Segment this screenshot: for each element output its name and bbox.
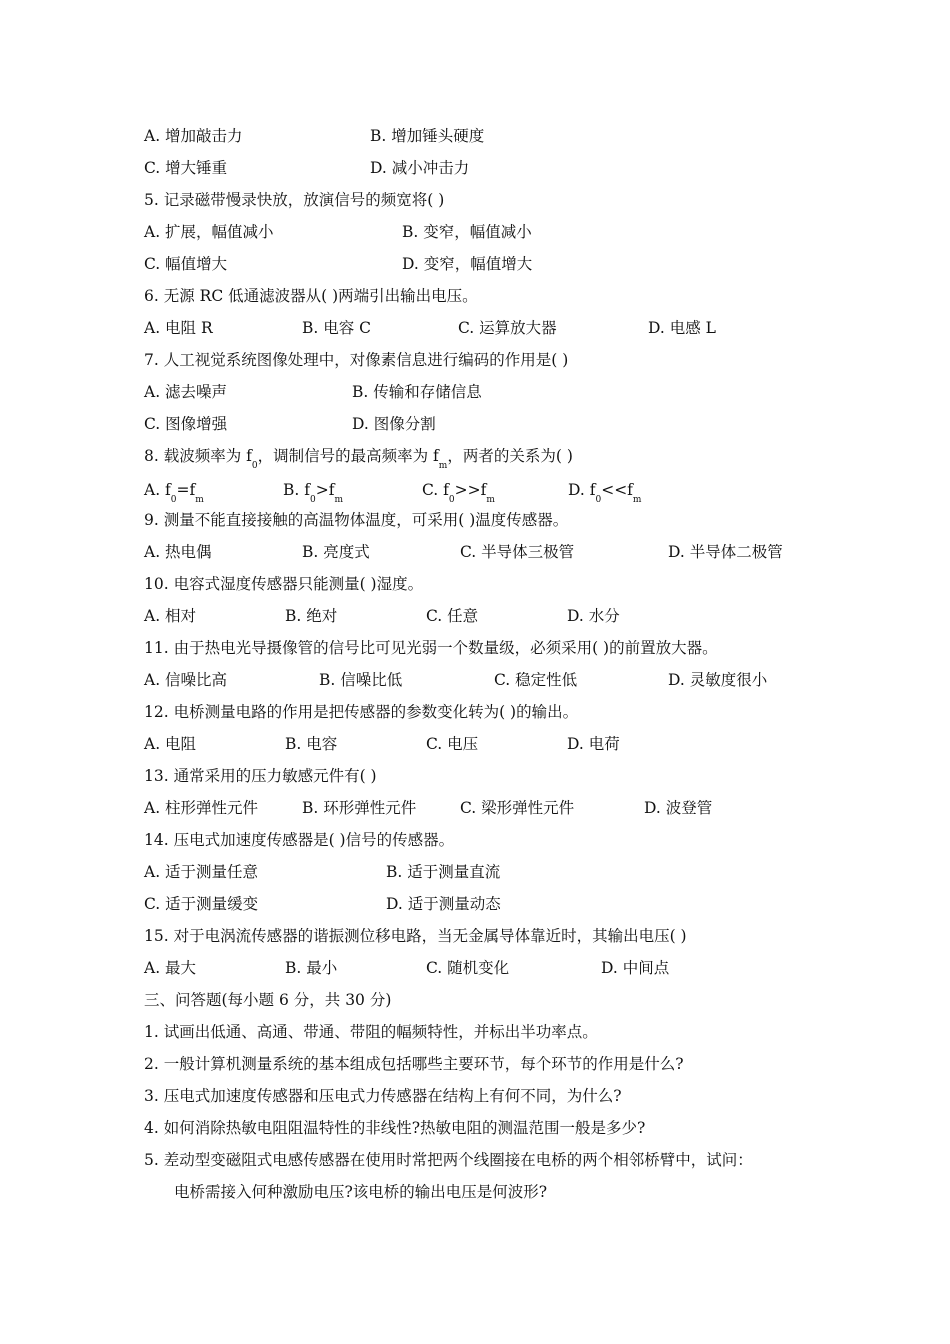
option-a: A. 增加敲击力 <box>144 127 243 145</box>
option-c: C. 稳定性低 <box>494 671 578 689</box>
essay-question-3: 3. 压电式加速度传感器和压电式力传感器在结构上有何不同，为什么? <box>144 1087 622 1105</box>
option-c: C. 电压 <box>426 735 479 753</box>
option-c: C. 幅值增大 <box>144 255 228 273</box>
option-a: A. 相对 <box>144 607 197 625</box>
option-a: A. 滤去噪声 <box>144 383 228 401</box>
question-9: 9. 测量不能直接接触的高温物体温度，可采用( )温度传感器。 <box>144 511 569 529</box>
question-11: 11. 由于热电光导摄像管的信号比可见光弱一个数量级，必须采用( )的前置放大器。 <box>144 639 718 657</box>
option-b: B. 传输和存储信息 <box>352 383 482 401</box>
option-d: D. 半导体二极管 <box>668 543 783 561</box>
option-a: A. 信噪比高 <box>144 671 228 689</box>
option-d: D. 适于测量动态 <box>386 895 501 913</box>
option-d: D. 波登管 <box>644 799 713 817</box>
option-a: A. 电阻 <box>144 735 197 753</box>
option-d: D. 减小冲击力 <box>370 159 470 177</box>
option-d: D. 图像分割 <box>352 415 436 433</box>
option-c: C. 适于测量缓变 <box>144 895 259 913</box>
option-d: D. $f_0<<f_m$ <box>568 481 642 505</box>
option-a: A. 适于测量任意 <box>144 863 259 881</box>
option-d: D. 电感 L <box>648 319 716 337</box>
option-b: B. 增加锤头硬度 <box>370 127 485 145</box>
option-b: B. $f_0>f_m$ <box>283 481 343 505</box>
subscript-0: 0 <box>251 461 258 471</box>
essay-question-4: 4. 如何消除热敏电阻阻温特性的非线性?热敏电阻的测温范围一般是多少? <box>144 1119 646 1137</box>
option-a: A. 扩展，幅值减小 <box>144 223 274 241</box>
question-13: 13. 通常采用的压力敏感元件有( ) <box>144 767 377 785</box>
essay-question-1: 1. 试画出低通、高通、带通、带阻的幅频特性，并标出半功率点。 <box>144 1023 598 1041</box>
subscript-m: m <box>438 461 448 471</box>
option-d: D. 电荷 <box>567 735 620 753</box>
question-8-text-b: ，调制信号的最高频率为 f <box>257 447 439 465</box>
essay-question-2: 2. 一般计算机测量系统的基本组成包括哪些主要环节，每个环节的作用是什么? <box>144 1055 684 1073</box>
question-10: 10. 电容式湿度传感器只能测量( )湿度。 <box>144 575 424 593</box>
question-8 <box>144 446 573 469</box>
option-d: D. 水分 <box>567 607 620 625</box>
option-b: B. 适于测量直流 <box>386 863 501 881</box>
question-15: 15. 对于电涡流传感器的谐振测位移电路，当无金属导体靠近时，其输出电压( ) <box>144 927 687 945</box>
option-b: B. 绝对 <box>285 607 338 625</box>
option-d: D. 灵敏度很小 <box>668 671 768 689</box>
question-14: 14. 压电式加速度传感器是( )信号的传感器。 <box>144 831 455 849</box>
option-c: C. 图像增强 <box>144 415 228 433</box>
option-b: B. 亮度式 <box>302 543 370 561</box>
option-a: A. $f_0=f_m$ <box>144 481 204 505</box>
option-c: C. 半导体三极管 <box>460 543 575 561</box>
option-b: B. 电容 <box>285 735 338 753</box>
option-b: B. 变窄，幅值减小 <box>402 223 532 241</box>
question-8-text-c: ，两者的关系为( ) <box>447 447 573 465</box>
option-b: B. 电容 C <box>302 319 372 337</box>
question-5: 5. 记录磁带慢录快放，放演信号的频宽将( ) <box>144 191 445 209</box>
option-c: C. 运算放大器 <box>458 319 557 337</box>
option-c: C. 梁形弹性元件 <box>460 799 575 817</box>
option-c: C. $f_0>>f_m$ <box>422 481 495 505</box>
option-a: A. 电阻 R <box>144 319 213 337</box>
option-a: A. 热电偶 <box>144 543 212 561</box>
question-12: 12. 电桥测量电路的作用是把传感器的参数变化转为( )的输出。 <box>144 703 579 721</box>
option-c: C. 增大锤重 <box>144 159 228 177</box>
option-a: A. 柱形弹性元件 <box>144 799 259 817</box>
option-d: D. 中间点 <box>601 959 670 977</box>
option-c: C. 任意 <box>426 607 479 625</box>
question-8-text-a: 8. 载波频率为 f <box>144 447 252 465</box>
option-d: D. 变窄，幅值增大 <box>402 255 533 273</box>
essay-question-5-continued: 电桥需接入何种激励电压?该电桥的输出电压是何波形? <box>174 1183 548 1201</box>
option-b: B. 最小 <box>285 959 338 977</box>
section-heading: 三、问答题(每小题 6 分，共 30 分) <box>144 991 392 1009</box>
option-b: B. 信噪比低 <box>319 671 403 689</box>
question-6: 6. 无源 RC 低通滤波器从( )两端引出输出电压。 <box>144 287 478 305</box>
question-7: 7. 人工视觉系统图像处理中，对像素信息进行编码的作用是( ) <box>144 351 569 369</box>
option-c: C. 随机变化 <box>426 959 510 977</box>
option-b: B. 环形弹性元件 <box>302 799 417 817</box>
essay-question-5: 5. 差动型变磁阻式电感传感器在使用时常把两个线圈接在电桥的两个相邻桥臂中，试问： <box>144 1151 753 1169</box>
option-a: A. 最大 <box>144 959 197 977</box>
